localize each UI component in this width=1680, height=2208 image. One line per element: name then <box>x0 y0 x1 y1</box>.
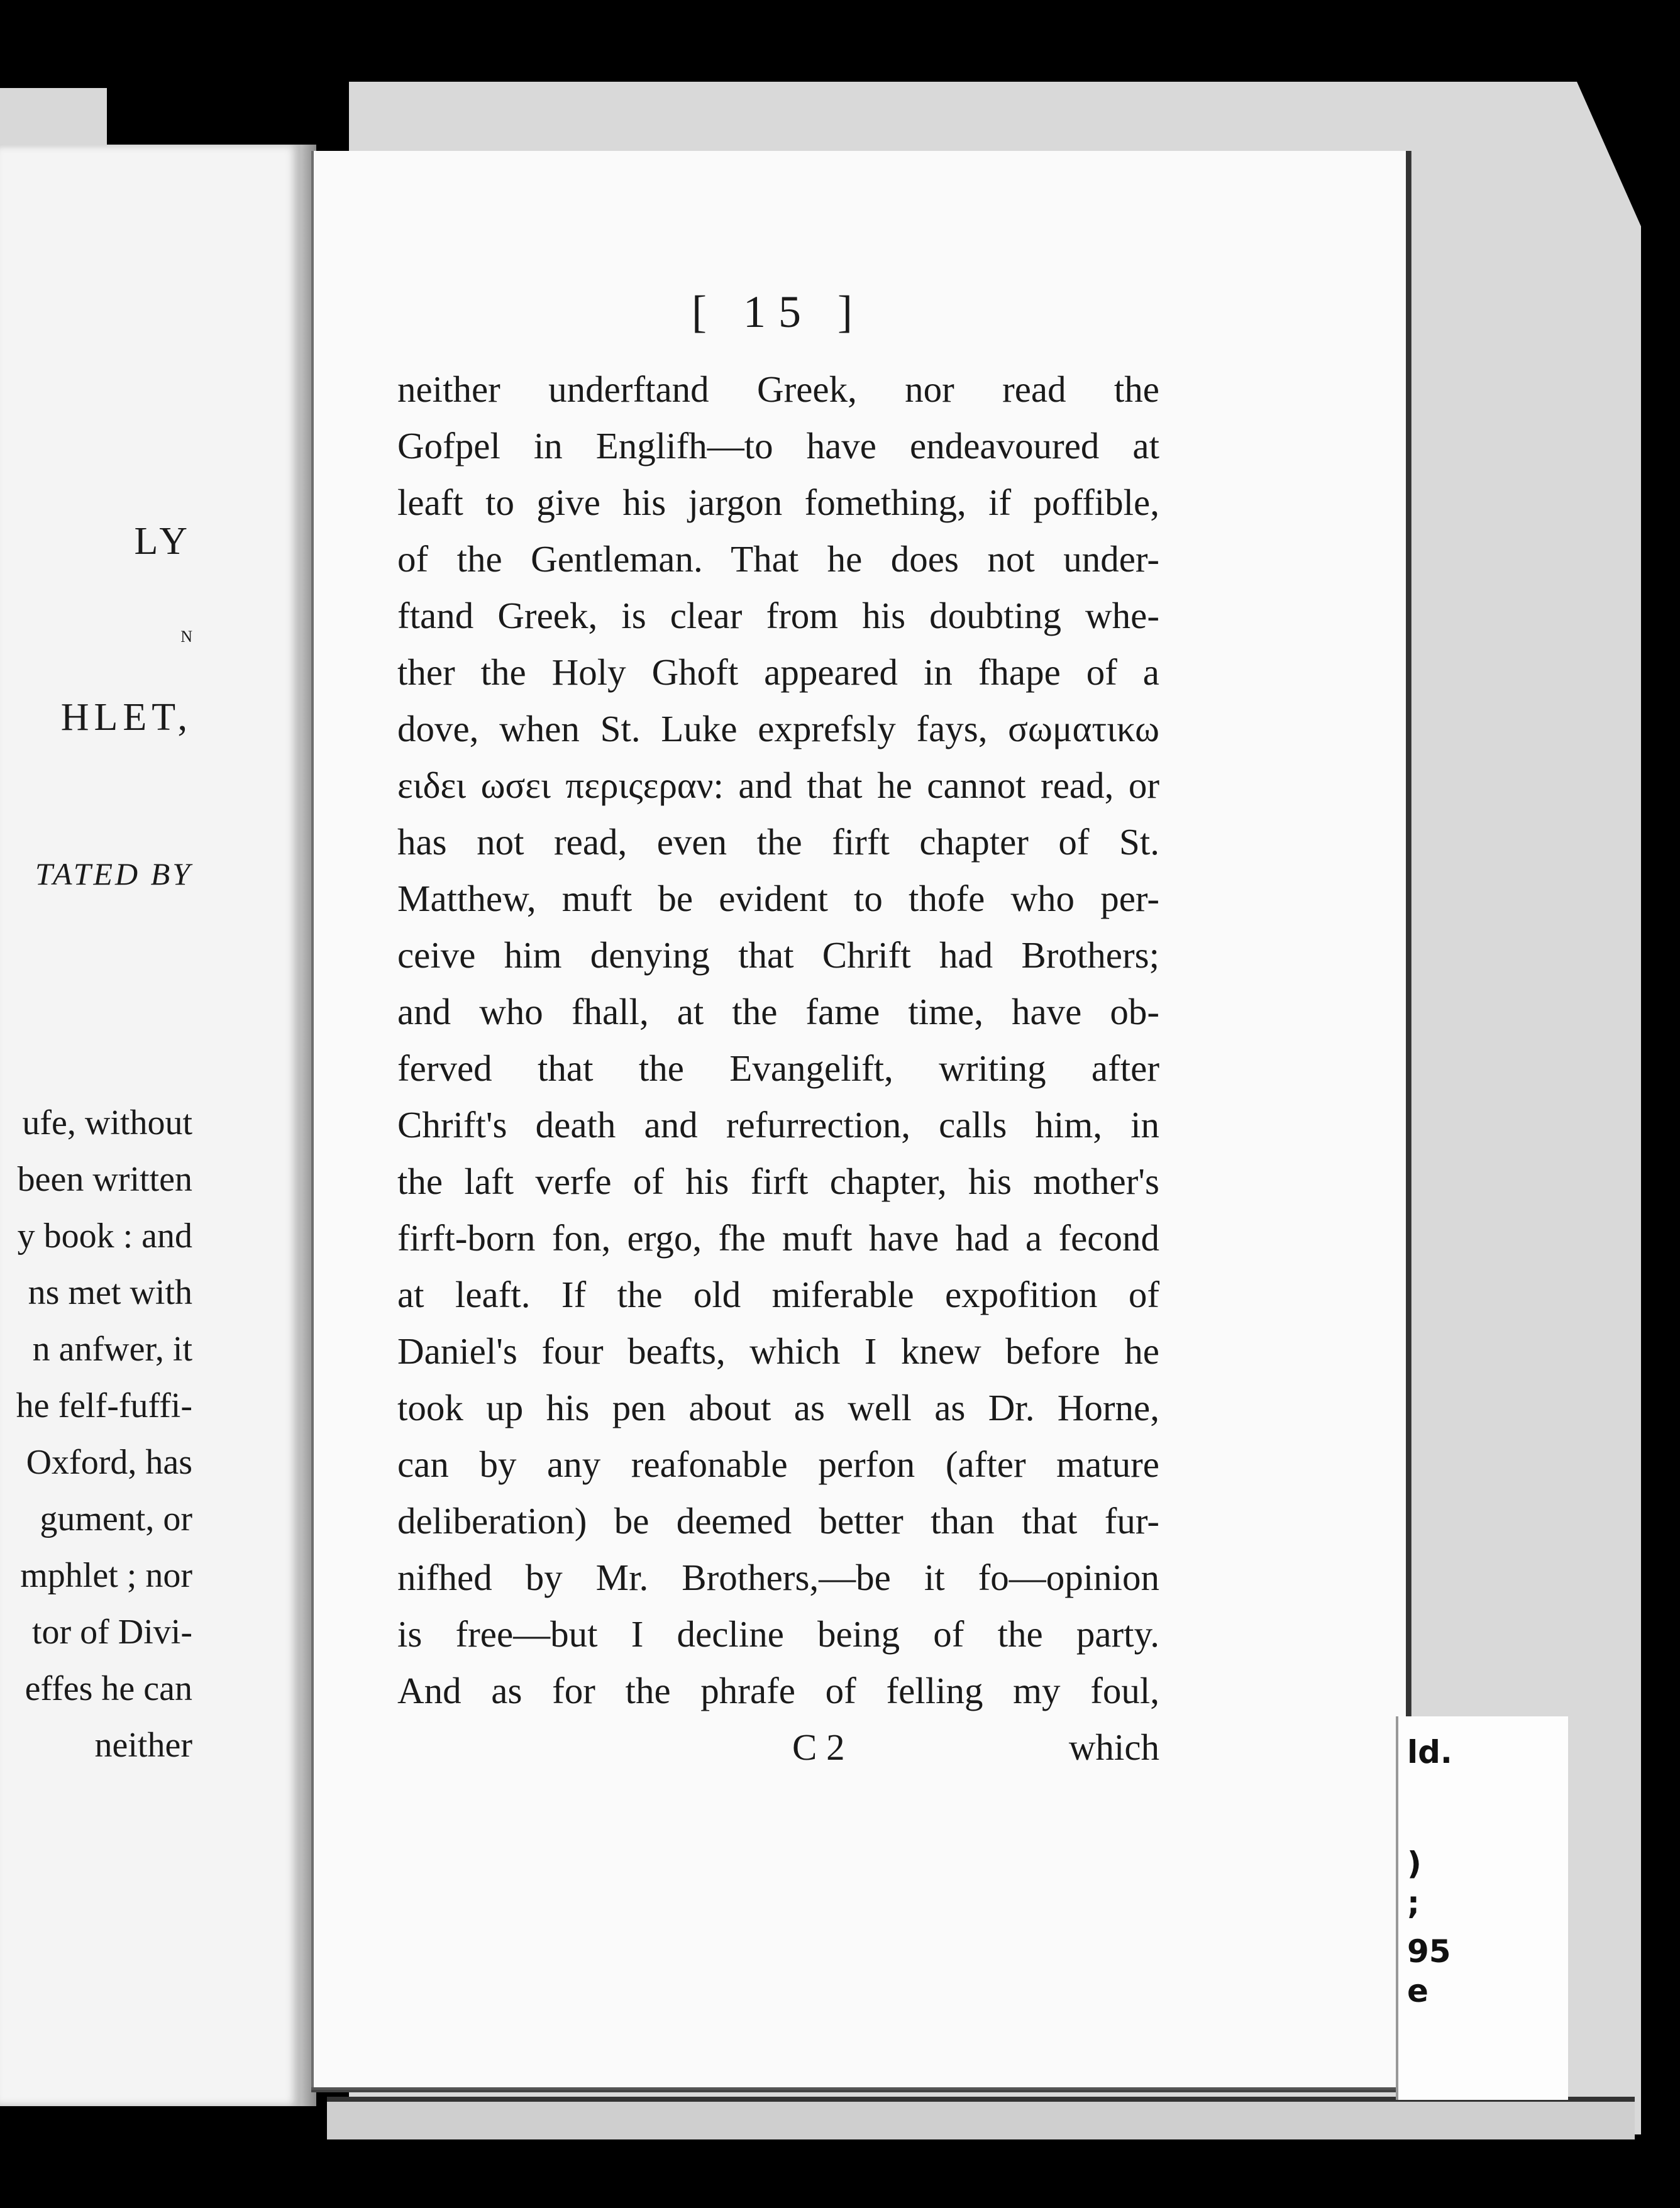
board-bottom-edge <box>327 2097 1635 2139</box>
left-text-line: Oxford, has <box>26 1443 192 1482</box>
label-text: ld. <box>1407 1734 1452 1770</box>
body-text-line: nifhed by Mr. Brothers,—be it fo—opinion <box>397 1557 1159 1598</box>
page-number: [ 15 ] <box>692 287 865 337</box>
body-text-line: took up his pen about as well as Dr. Horne, <box>397 1387 1159 1428</box>
left-heading-fragment: HLET, <box>60 696 192 739</box>
body-text-line: ferved that the Evangelift, writing after <box>397 1047 1159 1089</box>
left-text-line: neither <box>94 1726 192 1765</box>
left-heading-fragment: TATED BY <box>35 856 192 891</box>
body-text-line: at leaft. If the old miferable expofition of <box>397 1274 1159 1315</box>
catchword: which <box>1068 1726 1159 1768</box>
catalogue-label <box>1396 1716 1568 2100</box>
body-text-line: ειδει ωσει περιςεραν: and that he cannot read, or <box>397 765 1159 806</box>
left-text-line: ns met with <box>28 1273 192 1312</box>
label-text: ; <box>1407 1885 1420 1921</box>
label-text: 95 <box>1407 1933 1451 1970</box>
body-text-line: And as for the phrafe of felling my foul, <box>397 1670 1159 1711</box>
left-text-line: been written <box>17 1160 192 1199</box>
body-text-line: Matthew, muft be evident to thofe who per- <box>397 878 1159 919</box>
body-text-line: leaft to give his jargon fomething, if poffible, <box>397 482 1159 523</box>
left-text-line: y book : and <box>17 1217 192 1256</box>
left-text-line: mphlet ; nor <box>20 1556 192 1595</box>
body-text-line: Chrift's death and refurrection, calls him, in <box>397 1104 1159 1145</box>
body-text-line: Daniel's four beafts, which I knew before he <box>397 1330 1159 1372</box>
body-text-line: deliberation) be deemed better than that fur- <box>397 1500 1159 1542</box>
body-text-line: ceive him denying that Chrift had Brothers; <box>397 934 1159 976</box>
body-text-line: can by any reafonable perfon (after mature <box>397 1443 1159 1485</box>
left-text-line: tor of Divi- <box>31 1613 192 1652</box>
page-footer <box>397 1726 1159 1770</box>
body-text-line: ftand Greek, is clear from his doubting whe- <box>397 595 1159 636</box>
left-text-line: gument, or <box>40 1499 192 1538</box>
body-text-line: and who fhall, at the fame time, have ob- <box>397 991 1159 1032</box>
left-page-top-edge <box>0 88 107 145</box>
body-text-line: neither underftand Greek, nor read the <box>397 368 1159 410</box>
body-text-line: is free—but I decline being of the party. <box>397 1613 1159 1655</box>
left-heading-fragment: LY <box>134 520 192 563</box>
body-text-line: firft-born fon, ergo, fhe muft have had a fecond <box>397 1217 1159 1259</box>
left-text-line: he felf-fuffi- <box>16 1386 192 1425</box>
left-text-line: n anfwer, it <box>32 1330 192 1369</box>
signature-mark: C 2 <box>792 1726 845 1768</box>
left-text-line: ufe, without <box>22 1103 192 1142</box>
left-text-line: effes he can <box>25 1669 192 1708</box>
body-text-line: dove, when St. Luke exprefsly fays, σωματικω <box>397 708 1159 749</box>
body-text-line: of the Gentleman. That he does not under- <box>397 538 1159 580</box>
body-text-line: ther the Holy Ghoft appeared in fhape of a <box>397 651 1159 693</box>
label-text: ) <box>1407 1845 1422 1882</box>
body-text-line: Gofpel in Englifh—to have endeavoured at <box>397 425 1159 466</box>
body-text-line: the laft verfe of his firft chapter, his mother's <box>397 1161 1159 1202</box>
body-text-line: has not read, even the firft chapter of St. <box>397 821 1159 863</box>
label-text: e <box>1407 1973 1429 2009</box>
left-heading-fragment: N <box>180 627 192 646</box>
